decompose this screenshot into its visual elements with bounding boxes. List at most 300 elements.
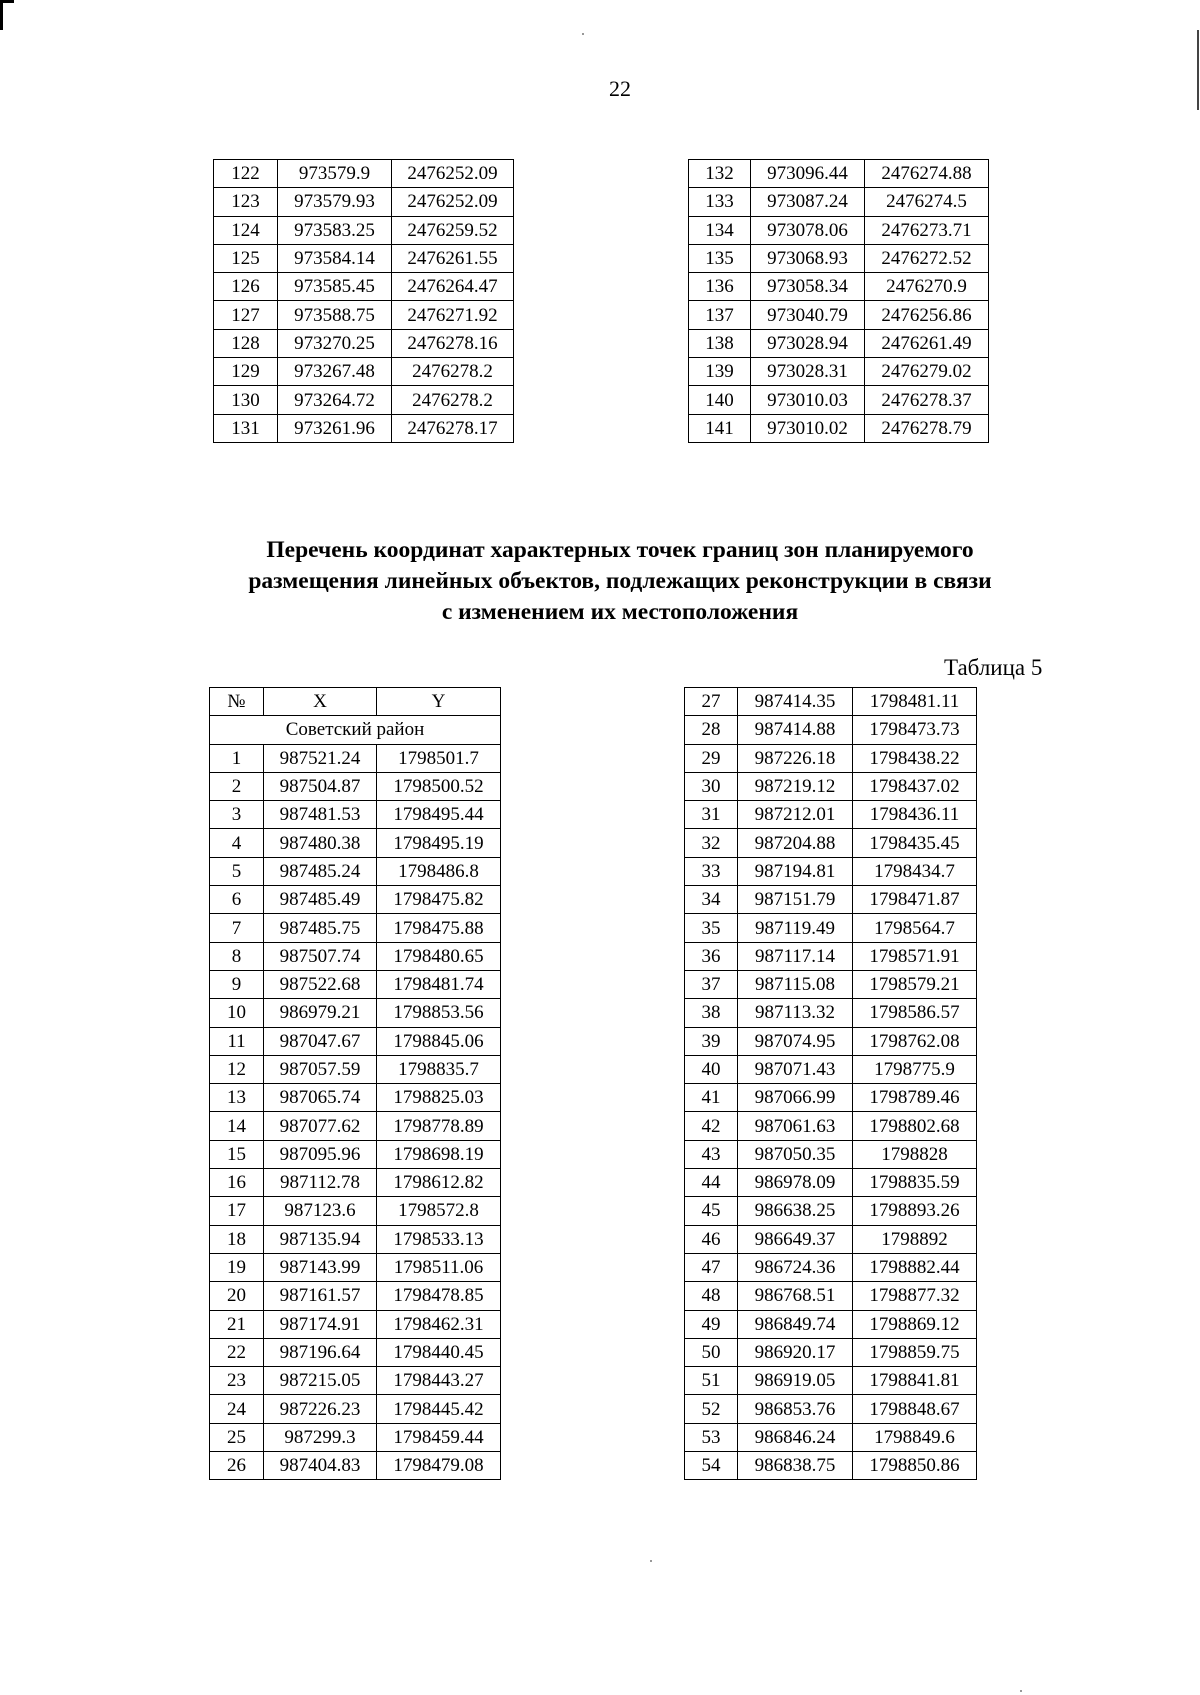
x-coordinate: 987113.32 <box>738 999 853 1027</box>
x-coordinate: 987135.94 <box>264 1225 377 1253</box>
x-coordinate: 987481.53 <box>264 801 377 829</box>
point-number: 6 <box>210 886 264 914</box>
y-coordinate: 2476272.52 <box>865 244 989 272</box>
scan-edge-mark-top-left <box>0 0 3 30</box>
x-coordinate: 973058.34 <box>751 273 865 301</box>
table-row <box>685 886 977 914</box>
point-number: 41 <box>685 1084 738 1112</box>
point-number: 136 <box>689 273 751 301</box>
table-row <box>214 301 514 329</box>
table-row <box>210 857 501 885</box>
district-row <box>210 716 501 744</box>
x-coordinate: 987123.6 <box>264 1197 377 1225</box>
y-coordinate: 1798473.73 <box>853 716 977 744</box>
table-row <box>685 942 977 970</box>
y-coordinate: 1798459.44 <box>377 1423 501 1451</box>
table-row <box>685 857 977 885</box>
table-row <box>689 414 989 442</box>
x-coordinate: 986838.75 <box>738 1452 853 1480</box>
table-row <box>689 244 989 272</box>
x-coordinate: 987071.43 <box>738 1055 853 1083</box>
x-coordinate: 987299.3 <box>264 1423 377 1451</box>
table-row <box>214 244 514 272</box>
heading-line-1: Перечень координат характерных точек границ зон планируемого <box>266 537 974 563</box>
table-header-row <box>210 688 501 716</box>
point-number: 43 <box>685 1140 738 1168</box>
table-row <box>210 886 501 914</box>
x-coordinate: 973010.03 <box>751 386 865 414</box>
x-coordinate: 987066.99 <box>738 1084 853 1112</box>
table5-right <box>684 687 977 1480</box>
point-number: 138 <box>689 329 751 357</box>
x-coordinate: 986638.25 <box>738 1197 853 1225</box>
page-number: 22 <box>609 76 631 101</box>
y-coordinate: 1798572.8 <box>377 1197 501 1225</box>
x-coordinate: 986649.37 <box>738 1225 853 1253</box>
table-row <box>685 1338 977 1366</box>
point-number: 49 <box>685 1310 738 1338</box>
table-row <box>210 829 501 857</box>
x-coordinate: 987414.35 <box>738 688 853 716</box>
point-number: 14 <box>210 1112 264 1140</box>
point-number: 12 <box>210 1055 264 1083</box>
y-coordinate: 1798564.7 <box>853 914 977 942</box>
y-coordinate: 2476278.17 <box>392 414 514 442</box>
y-coordinate: 1798471.87 <box>853 886 977 914</box>
x-coordinate: 987204.88 <box>738 829 853 857</box>
x-coordinate: 986849.74 <box>738 1310 853 1338</box>
table-row <box>685 1027 977 1055</box>
y-coordinate: 1798435.45 <box>853 829 977 857</box>
y-coordinate: 1798500.52 <box>377 772 501 800</box>
coordinates-table-top-left <box>213 159 514 443</box>
x-coordinate: 987507.74 <box>264 942 377 970</box>
table-row <box>685 1310 977 1338</box>
point-number: 54 <box>685 1452 738 1480</box>
point-number: 37 <box>685 970 738 998</box>
x-coordinate: 973261.96 <box>278 414 392 442</box>
y-coordinate: 1798835.7 <box>377 1055 501 1083</box>
table-row <box>685 801 977 829</box>
x-coordinate: 973588.75 <box>278 301 392 329</box>
point-number: 32 <box>685 829 738 857</box>
y-coordinate: 2476259.52 <box>392 216 514 244</box>
heading-line-3: с изменением их местоположения <box>441 599 799 625</box>
y-coordinate: 2476279.02 <box>865 358 989 386</box>
point-number: 16 <box>210 1169 264 1197</box>
table-row <box>685 999 977 1027</box>
y-coordinate: 2476261.55 <box>392 244 514 272</box>
y-coordinate: 2476264.47 <box>392 273 514 301</box>
scan-speck <box>650 1560 652 1562</box>
point-number: 38 <box>685 999 738 1027</box>
x-coordinate: 973579.9 <box>278 160 392 188</box>
heading-line-2: размещения линейных объектов, подлежащих реконструкции в связи <box>248 568 992 594</box>
point-number: 53 <box>685 1423 738 1451</box>
point-number: 129 <box>214 358 278 386</box>
table-row <box>689 216 989 244</box>
x-coordinate: 987074.95 <box>738 1027 853 1055</box>
point-number: 134 <box>689 216 751 244</box>
x-coordinate: 987151.79 <box>738 886 853 914</box>
point-number: 26 <box>210 1452 264 1480</box>
table-row <box>689 160 989 188</box>
table-row <box>214 273 514 301</box>
point-number: 34 <box>685 886 738 914</box>
point-number: 7 <box>210 914 264 942</box>
district-name: Советский район <box>210 716 501 744</box>
scan-edge-mark-top-left-corner <box>0 0 14 3</box>
y-coordinate: 1798480.65 <box>377 942 501 970</box>
scan-speck <box>582 33 584 35</box>
table-row <box>214 414 514 442</box>
table-row <box>685 772 977 800</box>
point-number: 29 <box>685 744 738 772</box>
point-number: 21 <box>210 1310 264 1338</box>
y-coordinate: 2476278.37 <box>865 386 989 414</box>
table-row <box>210 942 501 970</box>
point-number: 24 <box>210 1395 264 1423</box>
x-coordinate: 973584.14 <box>278 244 392 272</box>
point-number: 135 <box>689 244 751 272</box>
x-coordinate: 987115.08 <box>738 970 853 998</box>
y-coordinate: 2476270.9 <box>865 273 989 301</box>
table-row <box>210 744 501 772</box>
table-row <box>214 386 514 414</box>
x-coordinate: 987143.99 <box>264 1253 377 1281</box>
x-coordinate: 986846.24 <box>738 1423 853 1451</box>
point-number: 50 <box>685 1338 738 1366</box>
y-coordinate: 2476278.16 <box>392 329 514 357</box>
table-row <box>689 386 989 414</box>
x-coordinate: 986724.36 <box>738 1253 853 1281</box>
table-row <box>685 1055 977 1083</box>
x-coordinate: 987161.57 <box>264 1282 377 1310</box>
table-row <box>685 1423 977 1451</box>
y-coordinate: 1798445.42 <box>377 1395 501 1423</box>
y-coordinate: 1798698.19 <box>377 1140 501 1168</box>
point-number: 139 <box>689 358 751 386</box>
x-coordinate: 987061.63 <box>738 1112 853 1140</box>
table-row <box>210 1027 501 1055</box>
point-number: 20 <box>210 1282 264 1310</box>
point-number: 22 <box>210 1338 264 1366</box>
table-row <box>210 1338 501 1366</box>
y-coordinate: 1798775.9 <box>853 1055 977 1083</box>
point-number: 132 <box>689 160 751 188</box>
point-number: 27 <box>685 688 738 716</box>
table-row <box>685 1282 977 1310</box>
table-row <box>210 801 501 829</box>
y-coordinate: 1798882.44 <box>853 1253 977 1281</box>
point-number: 128 <box>214 329 278 357</box>
y-coordinate: 1798533.13 <box>377 1225 501 1253</box>
x-coordinate: 973040.79 <box>751 301 865 329</box>
x-coordinate: 987212.01 <box>738 801 853 829</box>
x-coordinate: 986978.09 <box>738 1169 853 1197</box>
point-number: 30 <box>685 772 738 800</box>
table-row <box>685 1169 977 1197</box>
point-number: 9 <box>210 970 264 998</box>
table-row <box>685 1452 977 1480</box>
table-row <box>685 716 977 744</box>
x-coordinate: 987521.24 <box>264 744 377 772</box>
x-coordinate: 987215.05 <box>264 1367 377 1395</box>
x-coordinate: 987485.75 <box>264 914 377 942</box>
y-coordinate: 1798495.44 <box>377 801 501 829</box>
table-row <box>210 1452 501 1480</box>
x-coordinate: 987065.74 <box>264 1084 377 1112</box>
point-number: 123 <box>214 188 278 216</box>
point-number: 10 <box>210 999 264 1027</box>
y-coordinate: 1798853.56 <box>377 999 501 1027</box>
point-number: 28 <box>685 716 738 744</box>
table-row <box>685 1140 977 1168</box>
x-coordinate: 986919.05 <box>738 1367 853 1395</box>
point-number: 11 <box>210 1027 264 1055</box>
y-coordinate: 2476273.71 <box>865 216 989 244</box>
x-coordinate: 987414.88 <box>738 716 853 744</box>
point-number: 125 <box>214 244 278 272</box>
x-coordinate: 973010.02 <box>751 414 865 442</box>
point-number: 1 <box>210 744 264 772</box>
y-coordinate: 1798475.82 <box>377 886 501 914</box>
x-coordinate: 987119.49 <box>738 914 853 942</box>
y-coordinate: 1798850.86 <box>853 1452 977 1480</box>
table-row <box>689 273 989 301</box>
table-row <box>685 1367 977 1395</box>
x-coordinate: 973583.25 <box>278 216 392 244</box>
y-coordinate: 1798436.11 <box>853 801 977 829</box>
x-coordinate: 973087.24 <box>751 188 865 216</box>
y-coordinate: 1798848.67 <box>853 1395 977 1423</box>
y-coordinate: 1798511.06 <box>377 1253 501 1281</box>
point-number: 137 <box>689 301 751 329</box>
table-row <box>685 829 977 857</box>
x-coordinate: 987226.18 <box>738 744 853 772</box>
table-row <box>210 1253 501 1281</box>
table-row <box>210 1225 501 1253</box>
point-number: 33 <box>685 857 738 885</box>
y-coordinate: 2476278.79 <box>865 414 989 442</box>
y-coordinate: 1798762.08 <box>853 1027 977 1055</box>
x-coordinate: 987174.91 <box>264 1310 377 1338</box>
table-caption: Таблица 5 <box>944 655 1043 680</box>
y-coordinate: 1798893.26 <box>853 1197 977 1225</box>
y-coordinate: 1798859.75 <box>853 1338 977 1366</box>
table-row <box>685 1197 977 1225</box>
table-row <box>685 1084 977 1112</box>
y-coordinate: 1798501.7 <box>377 744 501 772</box>
point-number: 122 <box>214 160 278 188</box>
x-coordinate: 987112.78 <box>264 1169 377 1197</box>
y-coordinate: 2476274.88 <box>865 160 989 188</box>
x-coordinate: 986920.17 <box>738 1338 853 1366</box>
table-row <box>210 1310 501 1338</box>
y-coordinate: 1798825.03 <box>377 1084 501 1112</box>
y-coordinate: 1798845.06 <box>377 1027 501 1055</box>
table-row <box>210 999 501 1027</box>
point-number: 42 <box>685 1112 738 1140</box>
y-coordinate: 1798438.22 <box>853 744 977 772</box>
x-coordinate: 986853.76 <box>738 1395 853 1423</box>
table-row <box>210 1112 501 1140</box>
y-coordinate: 1798877.32 <box>853 1282 977 1310</box>
y-coordinate: 1798486.8 <box>377 857 501 885</box>
header-y: Y <box>377 688 501 716</box>
y-coordinate: 1798841.81 <box>853 1367 977 1395</box>
x-coordinate: 987117.14 <box>738 942 853 970</box>
point-number: 140 <box>689 386 751 414</box>
y-coordinate: 1798571.91 <box>853 942 977 970</box>
point-number: 133 <box>689 188 751 216</box>
point-number: 126 <box>214 273 278 301</box>
y-coordinate: 2476274.5 <box>865 188 989 216</box>
table-row <box>210 1367 501 1395</box>
table-row <box>214 188 514 216</box>
point-number: 18 <box>210 1225 264 1253</box>
x-coordinate: 973585.45 <box>278 273 392 301</box>
table-row <box>210 1395 501 1423</box>
point-number: 13 <box>210 1084 264 1112</box>
table-row <box>214 358 514 386</box>
table-row <box>214 216 514 244</box>
x-coordinate: 973068.93 <box>751 244 865 272</box>
section-heading <box>160 535 1080 628</box>
header-number: № <box>210 688 264 716</box>
point-number: 36 <box>685 942 738 970</box>
x-coordinate: 987485.49 <box>264 886 377 914</box>
x-coordinate: 987194.81 <box>738 857 853 885</box>
point-number: 4 <box>210 829 264 857</box>
y-coordinate: 1798481.74 <box>377 970 501 998</box>
point-number: 131 <box>214 414 278 442</box>
y-coordinate: 1798434.7 <box>853 857 977 885</box>
y-coordinate: 1798869.12 <box>853 1310 977 1338</box>
x-coordinate: 987480.38 <box>264 829 377 857</box>
x-coordinate: 973096.44 <box>751 160 865 188</box>
point-number: 141 <box>689 414 751 442</box>
table-row <box>210 1055 501 1083</box>
x-coordinate: 987077.62 <box>264 1112 377 1140</box>
table-row <box>214 329 514 357</box>
point-number: 2 <box>210 772 264 800</box>
y-coordinate: 1798440.45 <box>377 1338 501 1366</box>
scan-speck <box>1020 1690 1022 1692</box>
point-number: 3 <box>210 801 264 829</box>
table-row <box>210 1423 501 1451</box>
x-coordinate: 987504.87 <box>264 772 377 800</box>
y-coordinate: 2476278.2 <box>392 358 514 386</box>
point-number: 51 <box>685 1367 738 1395</box>
x-coordinate: 973264.72 <box>278 386 392 414</box>
point-number: 19 <box>210 1253 264 1281</box>
y-coordinate: 1798579.21 <box>853 970 977 998</box>
x-coordinate: 987047.67 <box>264 1027 377 1055</box>
x-coordinate: 973579.93 <box>278 188 392 216</box>
table-row <box>685 1225 977 1253</box>
x-coordinate: 973028.31 <box>751 358 865 386</box>
table-row <box>685 744 977 772</box>
y-coordinate: 2476252.09 <box>392 160 514 188</box>
x-coordinate: 987196.64 <box>264 1338 377 1366</box>
point-number: 23 <box>210 1367 264 1395</box>
y-coordinate: 1798892 <box>853 1225 977 1253</box>
x-coordinate: 973267.48 <box>278 358 392 386</box>
y-coordinate: 1798481.11 <box>853 688 977 716</box>
x-coordinate: 987057.59 <box>264 1055 377 1083</box>
table-row <box>210 1140 501 1168</box>
point-number: 17 <box>210 1197 264 1225</box>
y-coordinate: 1798462.31 <box>377 1310 501 1338</box>
table-row <box>214 160 514 188</box>
y-coordinate: 1798828 <box>853 1140 977 1168</box>
y-coordinate: 2476261.49 <box>865 329 989 357</box>
point-number: 35 <box>685 914 738 942</box>
table-row <box>210 1084 501 1112</box>
point-number: 31 <box>685 801 738 829</box>
table-row <box>210 1197 501 1225</box>
point-number: 127 <box>214 301 278 329</box>
table-row <box>689 358 989 386</box>
x-coordinate: 986768.51 <box>738 1282 853 1310</box>
y-coordinate: 1798789.46 <box>853 1084 977 1112</box>
x-coordinate: 987219.12 <box>738 772 853 800</box>
y-coordinate: 1798778.89 <box>377 1112 501 1140</box>
table-row <box>210 772 501 800</box>
table-row <box>689 188 989 216</box>
point-number: 45 <box>685 1197 738 1225</box>
table5-left <box>209 687 501 1480</box>
x-coordinate: 973078.06 <box>751 216 865 244</box>
x-coordinate: 987050.35 <box>738 1140 853 1168</box>
y-coordinate: 2476278.2 <box>392 386 514 414</box>
table-row <box>210 1169 501 1197</box>
x-coordinate: 987485.24 <box>264 857 377 885</box>
y-coordinate: 1798443.27 <box>377 1367 501 1395</box>
table-row <box>210 1282 501 1310</box>
point-number: 15 <box>210 1140 264 1168</box>
table-row <box>210 970 501 998</box>
point-number: 44 <box>685 1169 738 1197</box>
y-coordinate: 1798849.6 <box>853 1423 977 1451</box>
table-row <box>689 301 989 329</box>
point-number: 48 <box>685 1282 738 1310</box>
table-row <box>685 1112 977 1140</box>
point-number: 8 <box>210 942 264 970</box>
y-coordinate: 1798835.59 <box>853 1169 977 1197</box>
point-number: 47 <box>685 1253 738 1281</box>
x-coordinate: 973270.25 <box>278 329 392 357</box>
point-number: 40 <box>685 1055 738 1083</box>
point-number: 124 <box>214 216 278 244</box>
table-row <box>685 970 977 998</box>
y-coordinate: 2476252.09 <box>392 188 514 216</box>
point-number: 5 <box>210 857 264 885</box>
y-coordinate: 1798479.08 <box>377 1452 501 1480</box>
y-coordinate: 1798437.02 <box>853 772 977 800</box>
table-row <box>689 329 989 357</box>
x-coordinate: 987226.23 <box>264 1395 377 1423</box>
point-number: 46 <box>685 1225 738 1253</box>
point-number: 130 <box>214 386 278 414</box>
table-row <box>685 688 977 716</box>
y-coordinate: 1798802.68 <box>853 1112 977 1140</box>
x-coordinate: 987522.68 <box>264 970 377 998</box>
y-coordinate: 2476256.86 <box>865 301 989 329</box>
y-coordinate: 1798612.82 <box>377 1169 501 1197</box>
y-coordinate: 1798478.85 <box>377 1282 501 1310</box>
